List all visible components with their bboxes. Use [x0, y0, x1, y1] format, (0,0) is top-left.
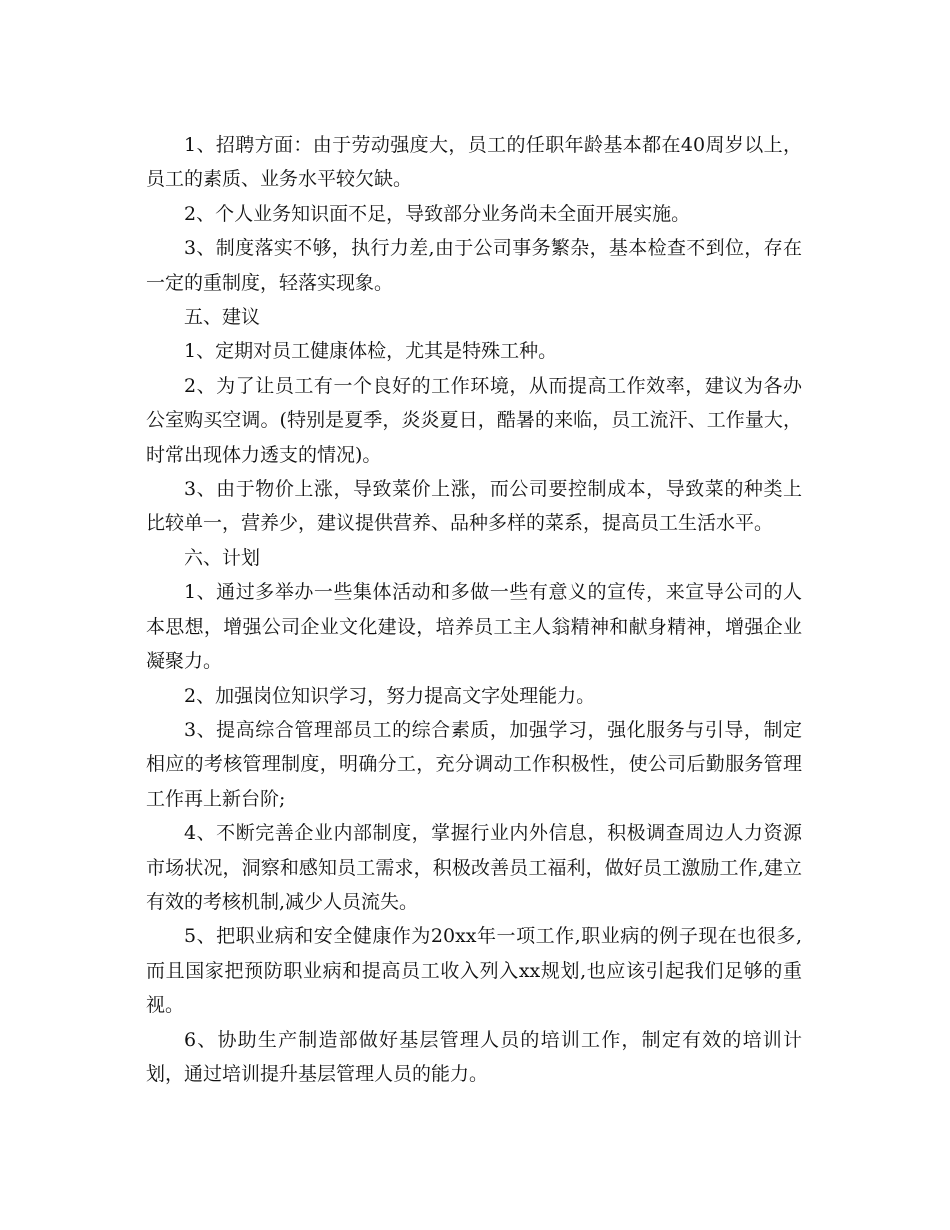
paragraph-suggestion-1: 1、定期对员工健康体检，尤其是特殊工种。 — [184, 340, 558, 363]
paragraph-recruitment-issue: 1、招聘方面：由于劳动强度大，员工的任职年龄基本都在40周岁以上，员工的素质、业务水平较欠缺。 — [146, 134, 802, 191]
paragraph-system-issue: 3、制度落实不够，执行力差,由于公司事务繁杂，基本检查不到位，存在一定的重制度，轻落实现象。 — [146, 237, 802, 294]
section-heading-suggestions: 五、建议 — [184, 306, 261, 329]
section-heading-plan: 六、计划 — [184, 546, 261, 569]
paragraph-plan-3: 3、提高综合管理部员工的综合素质，加强学习，强化服务与引导，制定相应的考核管理制度，明确分工，充分调动工作积极性，使公司后勤服务管理工作再上新台阶; — [146, 718, 802, 810]
paragraph-plan-6: 6、协助生产制造部做好基层管理人员的培训工作，制定有效的培训计划，通过培训提升基层管理人员的能力。 — [146, 1028, 802, 1085]
paragraph-suggestion-3: 3、由于物价上涨，导致菜价上涨，而公司要控制成本，导致菜的种类上比较单一，营养少，建议提供营养、品种多样的菜系，提高员工生活水平。 — [146, 478, 802, 535]
paragraph-knowledge-issue: 2、个人业务知识面不足，导致部分业务尚未全面开展实施。 — [184, 202, 691, 225]
paragraph-plan-4: 4、不断完善企业内部制度，掌握行业内外信息，积极调查周边人力资源市场状况，洞察和感知员工需求，积极改善员工福利，做好员工激励工作,建立有效的考核机制,减少人员流失。 — [146, 822, 802, 913]
paragraph-plan-1: 1、通过多举办一些集体活动和多做一些有意义的宣传，来宣导公司的人本思想，增强公司企业文化建设，培养员工主人翁精神和献身精神，增强企业凝聚力。 — [146, 581, 802, 673]
paragraph-plan-2: 2、加强岗位知识学习，努力提高文字处理能力。 — [184, 684, 596, 707]
paragraph-suggestion-2: 2、为了让员工有一个良好的工作环境，从而提高工作效率，建议为各办公室购买空调。(特别是夏季，炎炎夏日，酷暑的来临，员工流汗、工作量大，时常出现体力透支的情况)。 — [146, 374, 802, 466]
document-body — [146, 128, 802, 1091]
paragraph-plan-5: 5、把职业病和安全健康作为20xx年一项工作,职业病的例子现在也很多,而且国家把预防职业病和提高员工收入列入xx规划,也应该引起我们足够的重视。 — [146, 925, 802, 1017]
